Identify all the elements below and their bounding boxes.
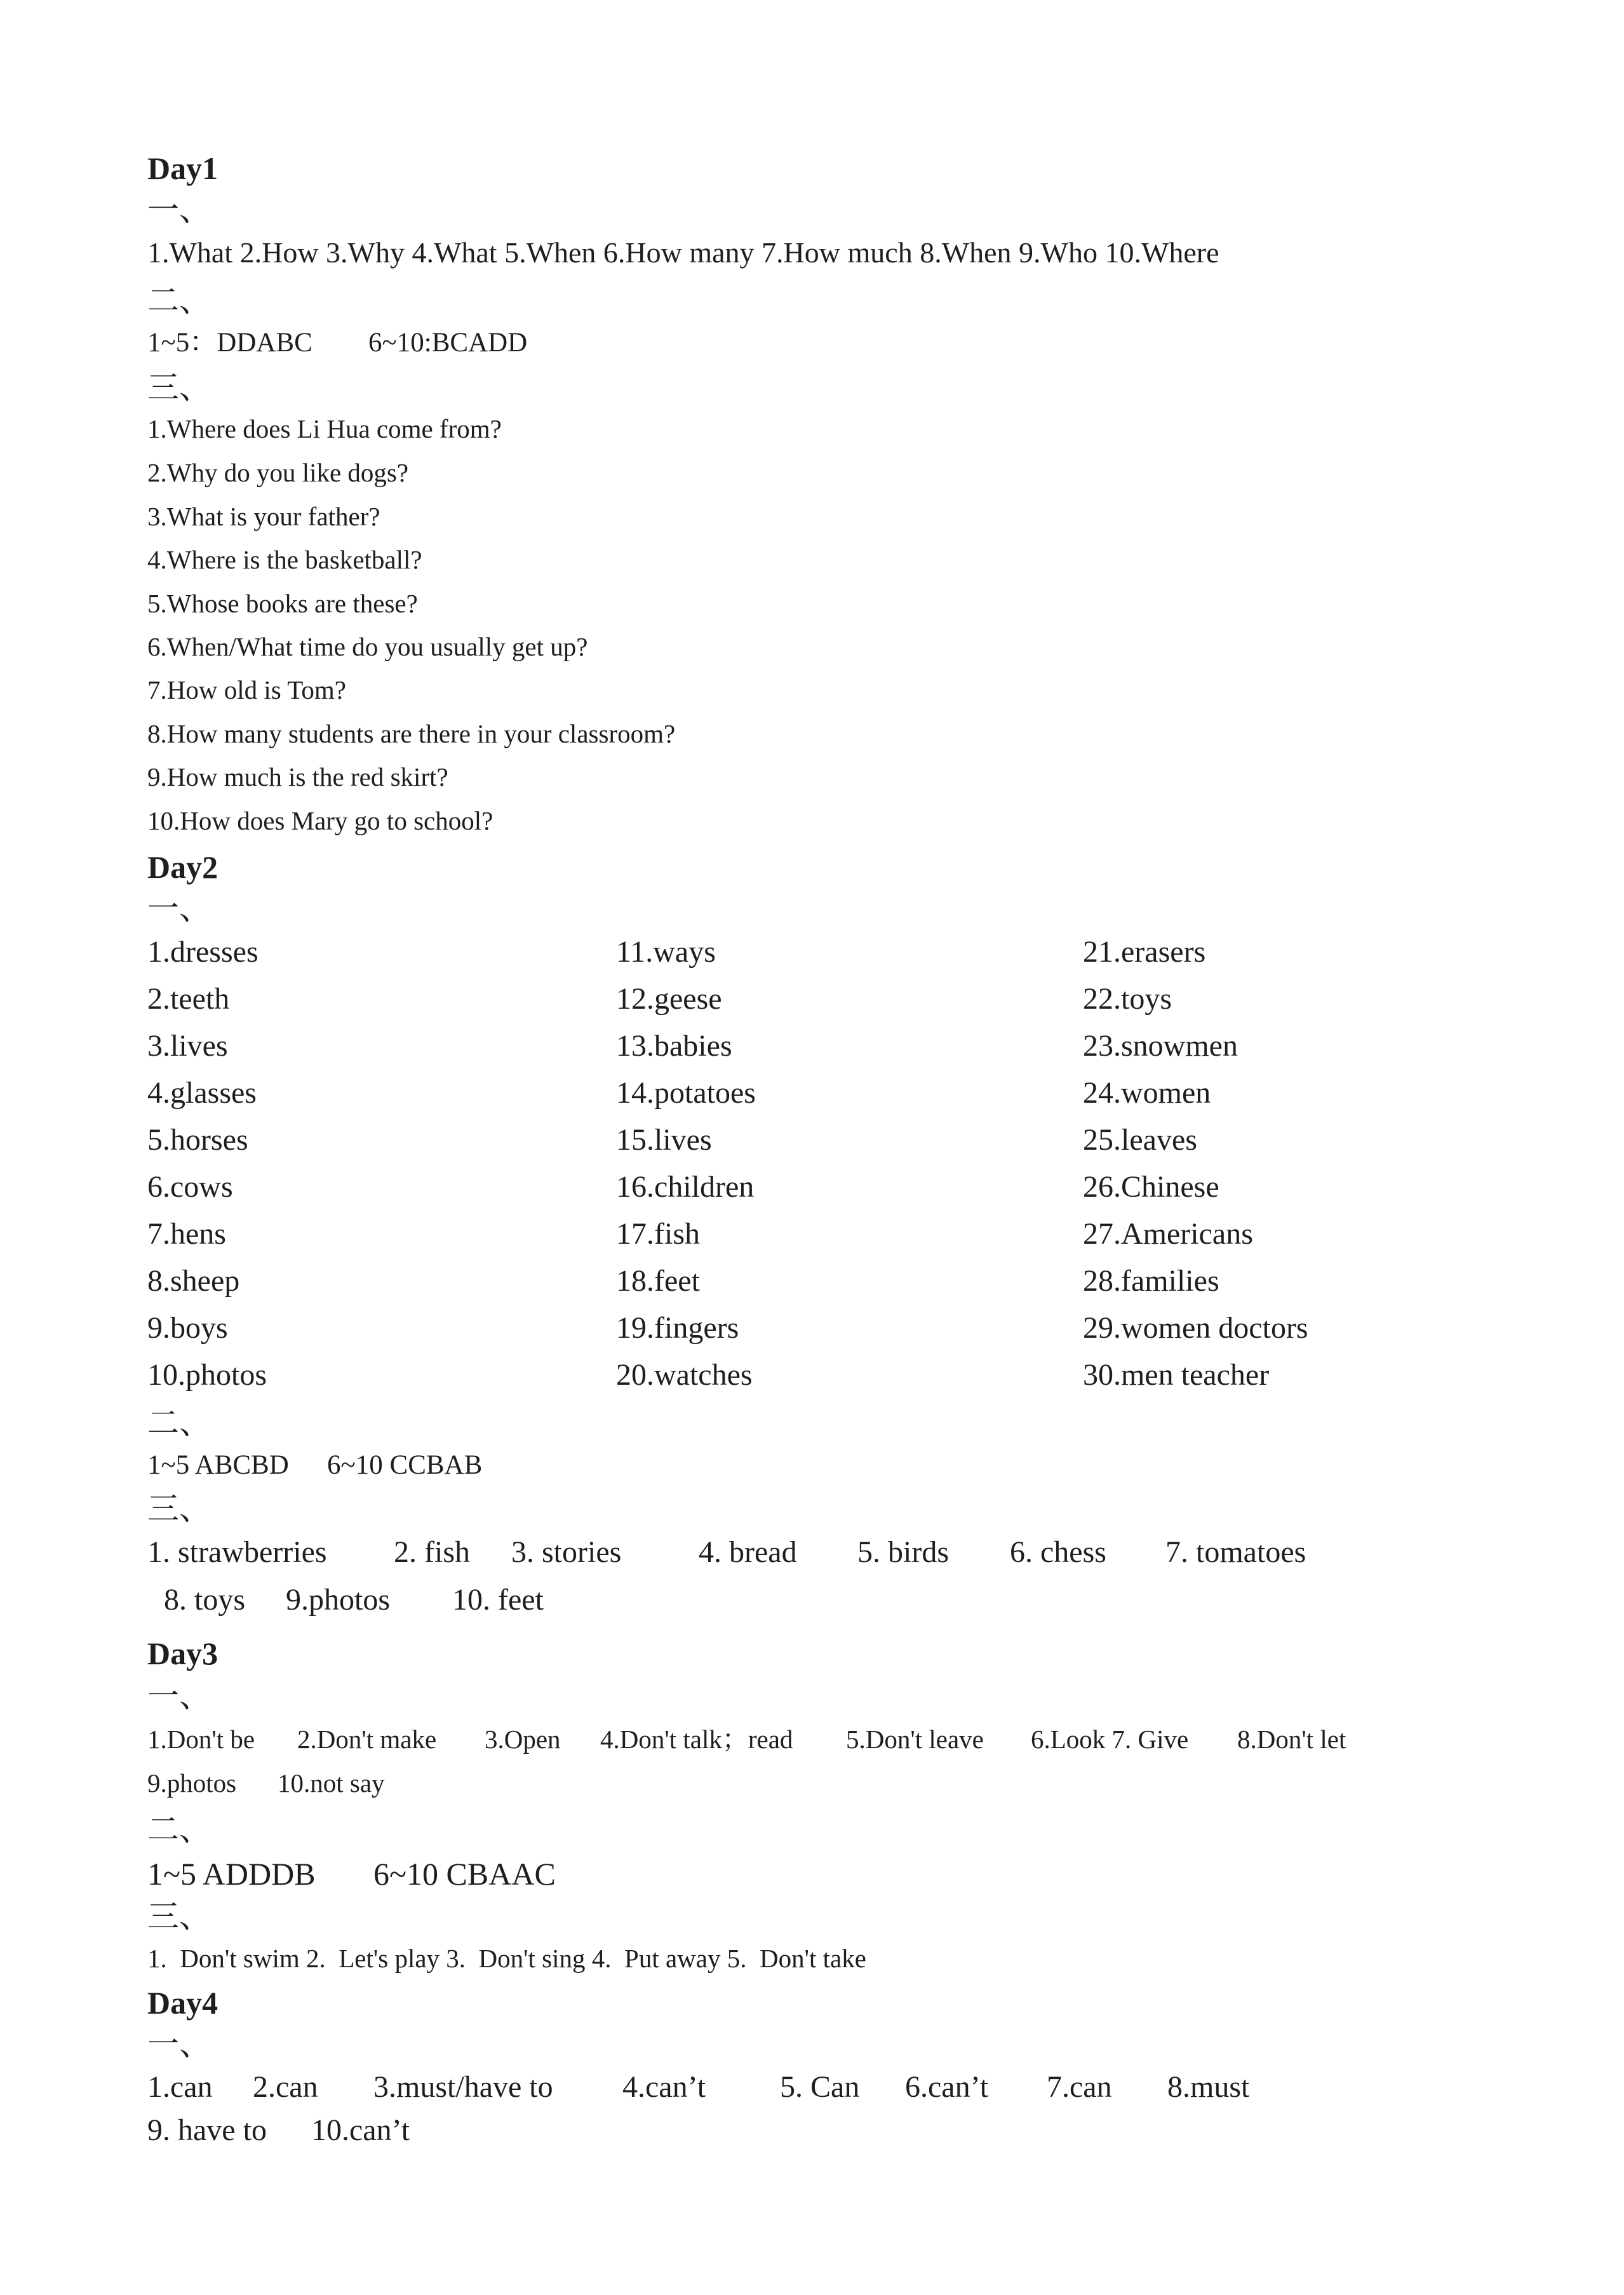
day2-plural-answer: 29.women doctors: [1083, 1311, 1308, 1345]
day4-s1-answer: 6.can’t: [905, 2070, 989, 2104]
day2-plural-answer: 21.erasers: [1083, 935, 1206, 969]
day1-section1-answers: 1.What 2.How 3.Why 4.What 5.When 6.How many 7.How much 8.When 9.Who 10.Where: [147, 236, 1219, 269]
day1-s3-line: 2.Why do you like dogs?: [147, 458, 409, 487]
day2-plural-answer: 18.feet: [616, 1264, 700, 1298]
day2-s3-answer: 1. strawberries: [147, 1535, 327, 1569]
day4-section1-marker: 一、: [147, 2026, 211, 2062]
day4-s1-answer: 3.must/have to: [373, 2070, 553, 2104]
day3-s1-answer: 5.Don't leave: [846, 1725, 984, 1754]
day1-s3-line: 8.How many students are there in your classroom?: [147, 719, 676, 748]
day2-plural-answer: 3.lives: [147, 1029, 228, 1063]
day2-plural-answer: 9.boys: [147, 1311, 228, 1345]
day4-s1-answer: 10.can’t: [311, 2113, 410, 2147]
day1-s3-line: 5.Whose books are these?: [147, 589, 418, 618]
day2-plural-answer: 1.dresses: [147, 935, 258, 969]
day1-s3-line: 9.How much is the red skirt?: [147, 762, 448, 791]
day3-section2-answers-b: 6~10 CBAAC: [373, 1856, 556, 1892]
day2-heading: Day2: [147, 849, 218, 885]
day1-section2-answers-b: 6~10:BCADD: [368, 328, 528, 358]
day2-plural-answer: 20.watches: [616, 1358, 753, 1392]
day3-s1-answer: 6.Look 7. Give: [1031, 1725, 1189, 1754]
day2-plural-answer: 11.ways: [616, 935, 716, 969]
day2-plural-answer: 25.leaves: [1083, 1123, 1197, 1157]
day2-s3-answer: 2. fish: [394, 1535, 470, 1569]
day2-s3-answer: 9.photos: [286, 1583, 391, 1617]
day2-plural-answer: 15.lives: [616, 1123, 712, 1157]
day1-s3-line: 4.Where is the basketball?: [147, 545, 422, 574]
day4-s1-answer: 9. have to: [147, 2113, 267, 2147]
day3-section1-marker: 一、: [147, 1678, 211, 1714]
day3-section2-marker: 二、: [147, 1812, 211, 1847]
day1-s3-line: 1.Where does Li Hua come from?: [147, 414, 502, 443]
day4-s1-answer: 2.can: [253, 2070, 318, 2104]
day2-s3-answer: 7. tomatoes: [1165, 1535, 1306, 1569]
day2-section2-marker: 二、: [147, 1405, 211, 1441]
day2-plural-answer: 5.horses: [147, 1123, 248, 1157]
day2-s3-answer: 4. bread: [699, 1535, 797, 1569]
day2-plural-answer: 26.Chinese: [1083, 1170, 1219, 1204]
day2-s3-answer: 5. birds: [857, 1535, 949, 1569]
day1-s3-line: 10.How does Mary go to school?: [147, 806, 493, 835]
day2-plural-answer: 2.teeth: [147, 982, 230, 1016]
day2-plural-answer: 27.Americans: [1083, 1217, 1253, 1251]
day2-plural-answer: 24.women: [1083, 1076, 1211, 1110]
day2-plural-answer: 12.geese: [616, 982, 722, 1016]
day1-section3-marker: 三、: [147, 370, 211, 405]
day3-s1-answer: 10.not say: [278, 1768, 385, 1798]
day1-s3-line: 6.When/What time do you usually get up?: [147, 632, 588, 661]
day2-section2-answers-a: 1~5 ABCBD: [147, 1450, 289, 1480]
day2-plural-answer: 14.potatoes: [616, 1076, 756, 1110]
day2-s3-answer: 8. toys: [164, 1583, 246, 1617]
day2-s3-answer: 6. chess: [1010, 1535, 1106, 1569]
day3-s1-answer: 8.Don't let: [1237, 1725, 1346, 1754]
day2-section3-marker: 三、: [147, 1491, 211, 1526]
day2-plural-answer: 28.families: [1083, 1264, 1219, 1298]
day4-s1-answer: 1.can: [147, 2070, 213, 2104]
day2-plural-answer: 17.fish: [616, 1217, 700, 1251]
day4-s1-answer: 5. Can: [780, 2070, 860, 2104]
day3-s1-answer: 9.photos: [147, 1768, 237, 1798]
day1-section1-marker: 一、: [147, 192, 211, 227]
day4-s1-answer: 8.must: [1167, 2070, 1250, 2104]
day2-plural-answer: 19.fingers: [616, 1311, 739, 1345]
day2-plural-answer: 30.men teacher: [1083, 1358, 1270, 1392]
day1-section2-marker: 二、: [147, 283, 211, 318]
day2-plural-answer: 23.snowmen: [1083, 1029, 1238, 1063]
day4-s1-answer: 4.can’t: [622, 2070, 706, 2104]
day1-heading: Day1: [147, 151, 218, 186]
day2-plural-answer: 10.photos: [147, 1358, 267, 1392]
day3-section3-marker: 三、: [147, 1899, 211, 1934]
day2-s3-answer: 3. stories: [511, 1535, 622, 1569]
day2-plural-answer: 13.babies: [616, 1029, 732, 1063]
day2-plural-answer: 7.hens: [147, 1217, 226, 1251]
day2-plural-answer: 4.glasses: [147, 1076, 257, 1110]
day3-heading: Day3: [147, 1636, 218, 1671]
day3-s1-answer: 4.Don't talk；read: [600, 1725, 793, 1754]
day3-s1-answer: 2.Don't make: [297, 1725, 437, 1754]
day2-section1-marker: 一、: [147, 891, 211, 926]
day3-s1-answer: 3.Open: [485, 1725, 561, 1754]
day1-section2-answers-a: 1~5：DDABC: [147, 328, 312, 358]
day3-s1-answer: 1.Don't be: [147, 1725, 255, 1754]
day2-s3-answer: 10. feet: [452, 1583, 544, 1617]
day2-section2-answers-b: 6~10 CCBAB: [327, 1450, 483, 1480]
day4-heading: Day4: [147, 1985, 218, 2021]
day3-section2-answers-a: 1~5 ADDDB: [147, 1856, 316, 1892]
day1-s3-line: 7.How old is Tom?: [147, 675, 346, 704]
day2-plural-answer: 8.sheep: [147, 1264, 240, 1298]
day1-s3-line: 3.What is your father?: [147, 502, 380, 531]
day3-section3-answers: 1. Don't swim 2. Let's play 3. Don't sing 4. Put away 5. Don't take: [147, 1944, 866, 1973]
day2-plural-answer: 16.children: [616, 1170, 755, 1204]
day2-plural-answer: 22.toys: [1083, 982, 1172, 1016]
day4-s1-answer: 7.can: [1047, 2070, 1112, 2104]
day2-plural-answer: 6.cows: [147, 1170, 233, 1204]
